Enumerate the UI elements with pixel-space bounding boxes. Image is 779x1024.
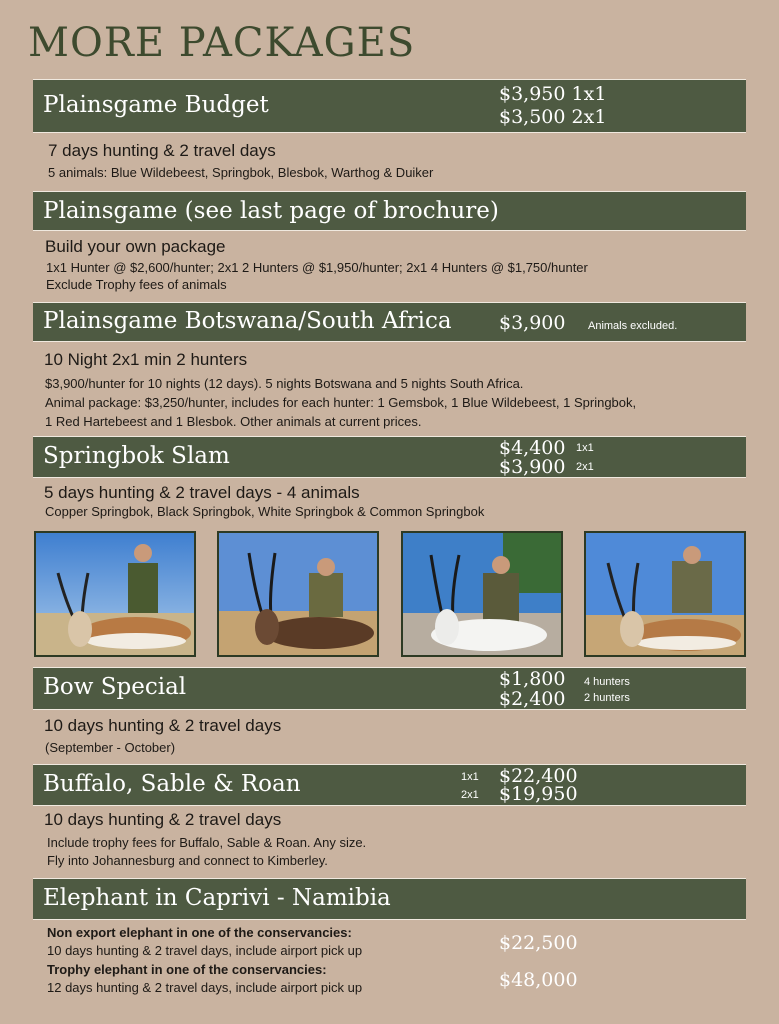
- package-detail: 5 animals: Blue Wildebeest, Springbok, Blesbok, Warthog & Duiker: [48, 165, 434, 180]
- package-detail: Animal package: $3,250/hunter, includes for each hunter: 1 Gemsbok, 1 Blue Wildebeest, 1 Springbok,: [45, 395, 637, 410]
- package-subtitle: 10 days hunting & 2 travel days: [44, 810, 282, 829]
- package-subtitle: Build your own package: [45, 237, 226, 256]
- package-price-note: 2 hunters: [584, 692, 630, 704]
- package-item-detail: 10 days hunting & 2 travel days, include airport pick up: [47, 943, 363, 958]
- package-price-note: 4 hunters: [584, 676, 630, 688]
- package-subtitle: 7 days hunting & 2 travel days: [48, 141, 276, 160]
- package-item-heading: Trophy elephant in one of the conservancies:: [47, 962, 327, 977]
- package-detail: Copper Springbok, Black Springbok, White Springbok & Common Springbok: [45, 504, 485, 519]
- package-price-label: 1x1: [461, 771, 479, 783]
- package-header-plainsgame: [33, 191, 746, 231]
- package-detail: (September - October): [45, 740, 176, 755]
- package-header-elephant-caprivi: [33, 878, 746, 920]
- package-price: $3,900: [499, 312, 566, 334]
- package-detail: Exclude Trophy fees of animals: [46, 277, 227, 292]
- package-detail: 1 Red Hartebeest and 1 Blesbok. Other animals at current prices.: [45, 414, 422, 429]
- package-header-buffalo-sable-roan: [33, 764, 746, 806]
- package-price: $3,500 2x1: [499, 106, 607, 128]
- package-price: $1,800: [499, 668, 566, 690]
- package-detail: $3,900/hunter for 10 nights (12 days). 5 nights Botswana and 5 nights South Africa.: [45, 376, 524, 391]
- package-name: Plainsgame Botswana/South Africa: [43, 308, 452, 334]
- white-springbok-photo: [401, 531, 563, 657]
- common-springbok-photo: [584, 531, 746, 657]
- package-name: Buffalo, Sable & Roan: [43, 771, 301, 797]
- package-price: $22,400: [499, 765, 578, 787]
- package-price-note: 1x1: [576, 442, 594, 454]
- package-name: Bow Special: [43, 674, 187, 700]
- package-price-note: Animals excluded.: [588, 320, 678, 332]
- package-name: Plainsgame (see last page of brochure): [43, 198, 499, 224]
- package-detail: Include trophy fees for Buffalo, Sable & Roan. Any size.: [47, 835, 367, 850]
- package-price: $3,900: [499, 456, 566, 478]
- package-price: $3,950 1x1: [499, 83, 607, 105]
- page-title: MORE PACKAGES: [28, 20, 416, 66]
- package-header-bow-special: [33, 667, 746, 710]
- package-detail: Fly into Johannesburg and connect to Kimberley.: [47, 853, 328, 868]
- package-price: $22,500: [499, 932, 578, 954]
- package-subtitle: 10 days hunting & 2 travel days: [44, 716, 282, 735]
- package-name: Springbok Slam: [43, 443, 230, 469]
- package-header-plainsgame-budget: [33, 79, 746, 133]
- package-price: $19,950: [499, 783, 578, 805]
- package-subtitle: 10 Night 2x1 min 2 hunters: [44, 350, 248, 369]
- package-name: Elephant in Caprivi - Namibia: [43, 885, 391, 911]
- package-item-detail: 12 days hunting & 2 travel days, include airport pick up: [47, 980, 363, 995]
- copper-springbok-photo: [34, 531, 196, 657]
- package-price: $48,000: [499, 969, 578, 991]
- package-subtitle: 5 days hunting & 2 travel days - 4 animals: [44, 483, 360, 502]
- package-detail: 1x1 Hunter @ $2,600/hunter; 2x1 2 Hunters @ $1,950/hunter; 2x1 4 Hunters @ $1,750/hunter: [46, 260, 588, 275]
- package-header-springbok-slam: [33, 436, 746, 478]
- package-item-heading: Non export elephant in one of the conservancies:: [47, 925, 352, 940]
- package-price-label: 2x1: [461, 789, 479, 801]
- package-price-note: 2x1: [576, 461, 594, 473]
- black-springbok-photo: [217, 531, 379, 657]
- package-name: Plainsgame Budget: [43, 92, 269, 118]
- package-header-botswana-south-africa: [33, 302, 746, 342]
- package-price: $2,400: [499, 688, 566, 710]
- package-price: $4,400: [499, 437, 566, 459]
